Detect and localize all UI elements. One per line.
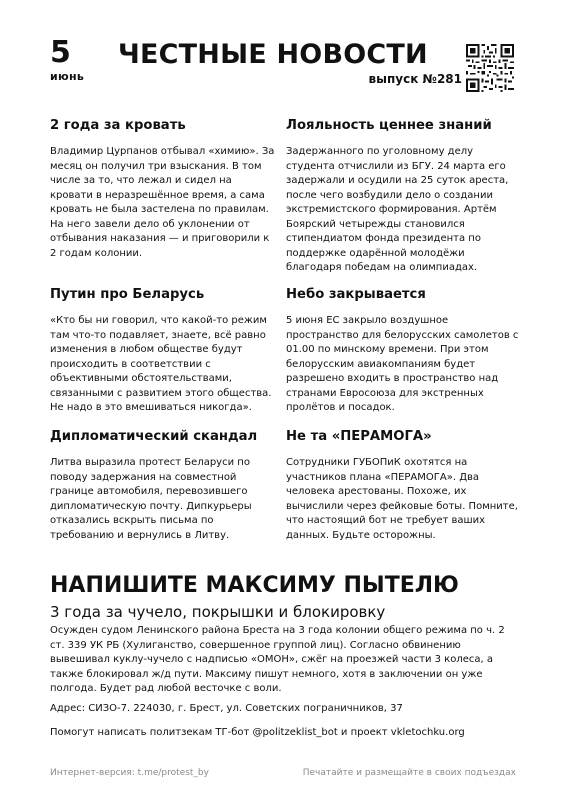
masthead-title: ЧЕСТНЫЕ НОВОСТИ: [118, 39, 428, 70]
article-title: Лояльность ценнее знаний: [286, 118, 492, 133]
article-title: Небо закрывается: [286, 287, 426, 302]
letter-text: Осужден судом Ленинского района Бреста на 3 года колонии общего режима по ч. 2 ст. 339 УК РБ (Хулиганство, совершенное группой лиц). Согласно обвинению вывешивал куклу-чучело с надписью «ОМОН», сжёг на проезжей части 3 колеса, а также блокировал ж/д пути. Максиму пишут немного, хотя в заключении он уже полгода. Будет рад любой весточке с воли.: [50, 625, 505, 694]
article-diplomatic-scandal: [50, 428, 276, 543]
article-title: 2 года за кровать: [50, 118, 186, 133]
footer-online-link[interactable]: Интернет-версия: t.me/protest_by: [50, 768, 209, 778]
article-title: Не та «ПЕРАМОГА»: [286, 429, 432, 444]
article-title: Дипломатический скандал: [50, 429, 258, 444]
letter-address: Адрес: СИЗО-7. 224030, г. Брест, ул. Советских пограничников, 37: [50, 703, 403, 714]
article-sky-closing: [286, 286, 522, 416]
article-2-years-for-bed: [50, 117, 276, 261]
issue-day: 5: [50, 35, 71, 70]
article-text: Задержанного по уголовному делу студента отчислили из БГУ. 24 марта его задержали и осудили на 25 суток ареста, после чего возбудили дело о создании экстремистского формирования. Артём Боярский четырежды становился стипендиатом фонда президента по поддержке одарённой молодёжи благодаря победам на олимпиадах.: [286, 146, 509, 273]
issue-number: выпуск №281: [368, 72, 462, 86]
issue-month: июнь: [50, 70, 85, 83]
article-text: Сотрудники ГУБОПиК охотятся на участников плана «ПЕРАМОГА». Два человека арестованы. Похоже, их вычислили через фейковые боты. Помните, что настоящий бот не требует ваших данных. Будьте осторожны.: [286, 457, 518, 541]
qr-code-icon[interactable]: [466, 44, 514, 92]
article-putin: [50, 286, 276, 416]
letter-heading: НАПИШИТЕ МАКСИМУ ПЫТЕЛЮ: [50, 573, 459, 598]
letter-subheading: 3 года за чучело, покрышки и блокировку: [50, 603, 386, 621]
article-loyalty: [286, 117, 522, 276]
article-peramoga: [286, 428, 522, 543]
letter-help: Помогут написать политзекам ТГ-бот @politzeklist_bot и проект vkletochku.org: [50, 727, 465, 738]
footer-print-note: Печатайте и размещайте в своих подъездах: [302, 768, 516, 778]
article-text: 5 июня ЕС закрыло воздушное пространство для белорусских самолетов с 01.00 по минскому времени. При этом белорусским авиакомпаниям будет разрешено входить в пространство над странами Евросоюза для экстренных пролётов и посадок.: [286, 315, 519, 413]
article-text: Литва выразила протест Беларуси по поводу задержания на совместной границе автомобиля, перевозившего дипломатическую почту. Дипкурьеры отказались вскрыть письма по требованию и вернулись в Литву.: [50, 457, 252, 541]
article-text: Владимир Цурпанов отбывал «химию». За месяц он получил три взыскания. В том числе за то, что лежал и сидел на кровати в неразрешённое время, а сама кровать не была застелена по правилам. На него завели дело об уклонении от отбывания наказания — и приговорили к 2 годам колонии.: [50, 146, 275, 259]
article-title: Путин про Беларусь: [50, 287, 205, 302]
article-text: «Кто бы ни говорил, что какой-то режим там что-то подавляет, знаете, всё равно изменения в любом обществе будут происходить в соответствии с объективными обстоятельствами, связанными с развитием этого общества. Не надо в это вмешиваться никогда».: [50, 315, 272, 413]
